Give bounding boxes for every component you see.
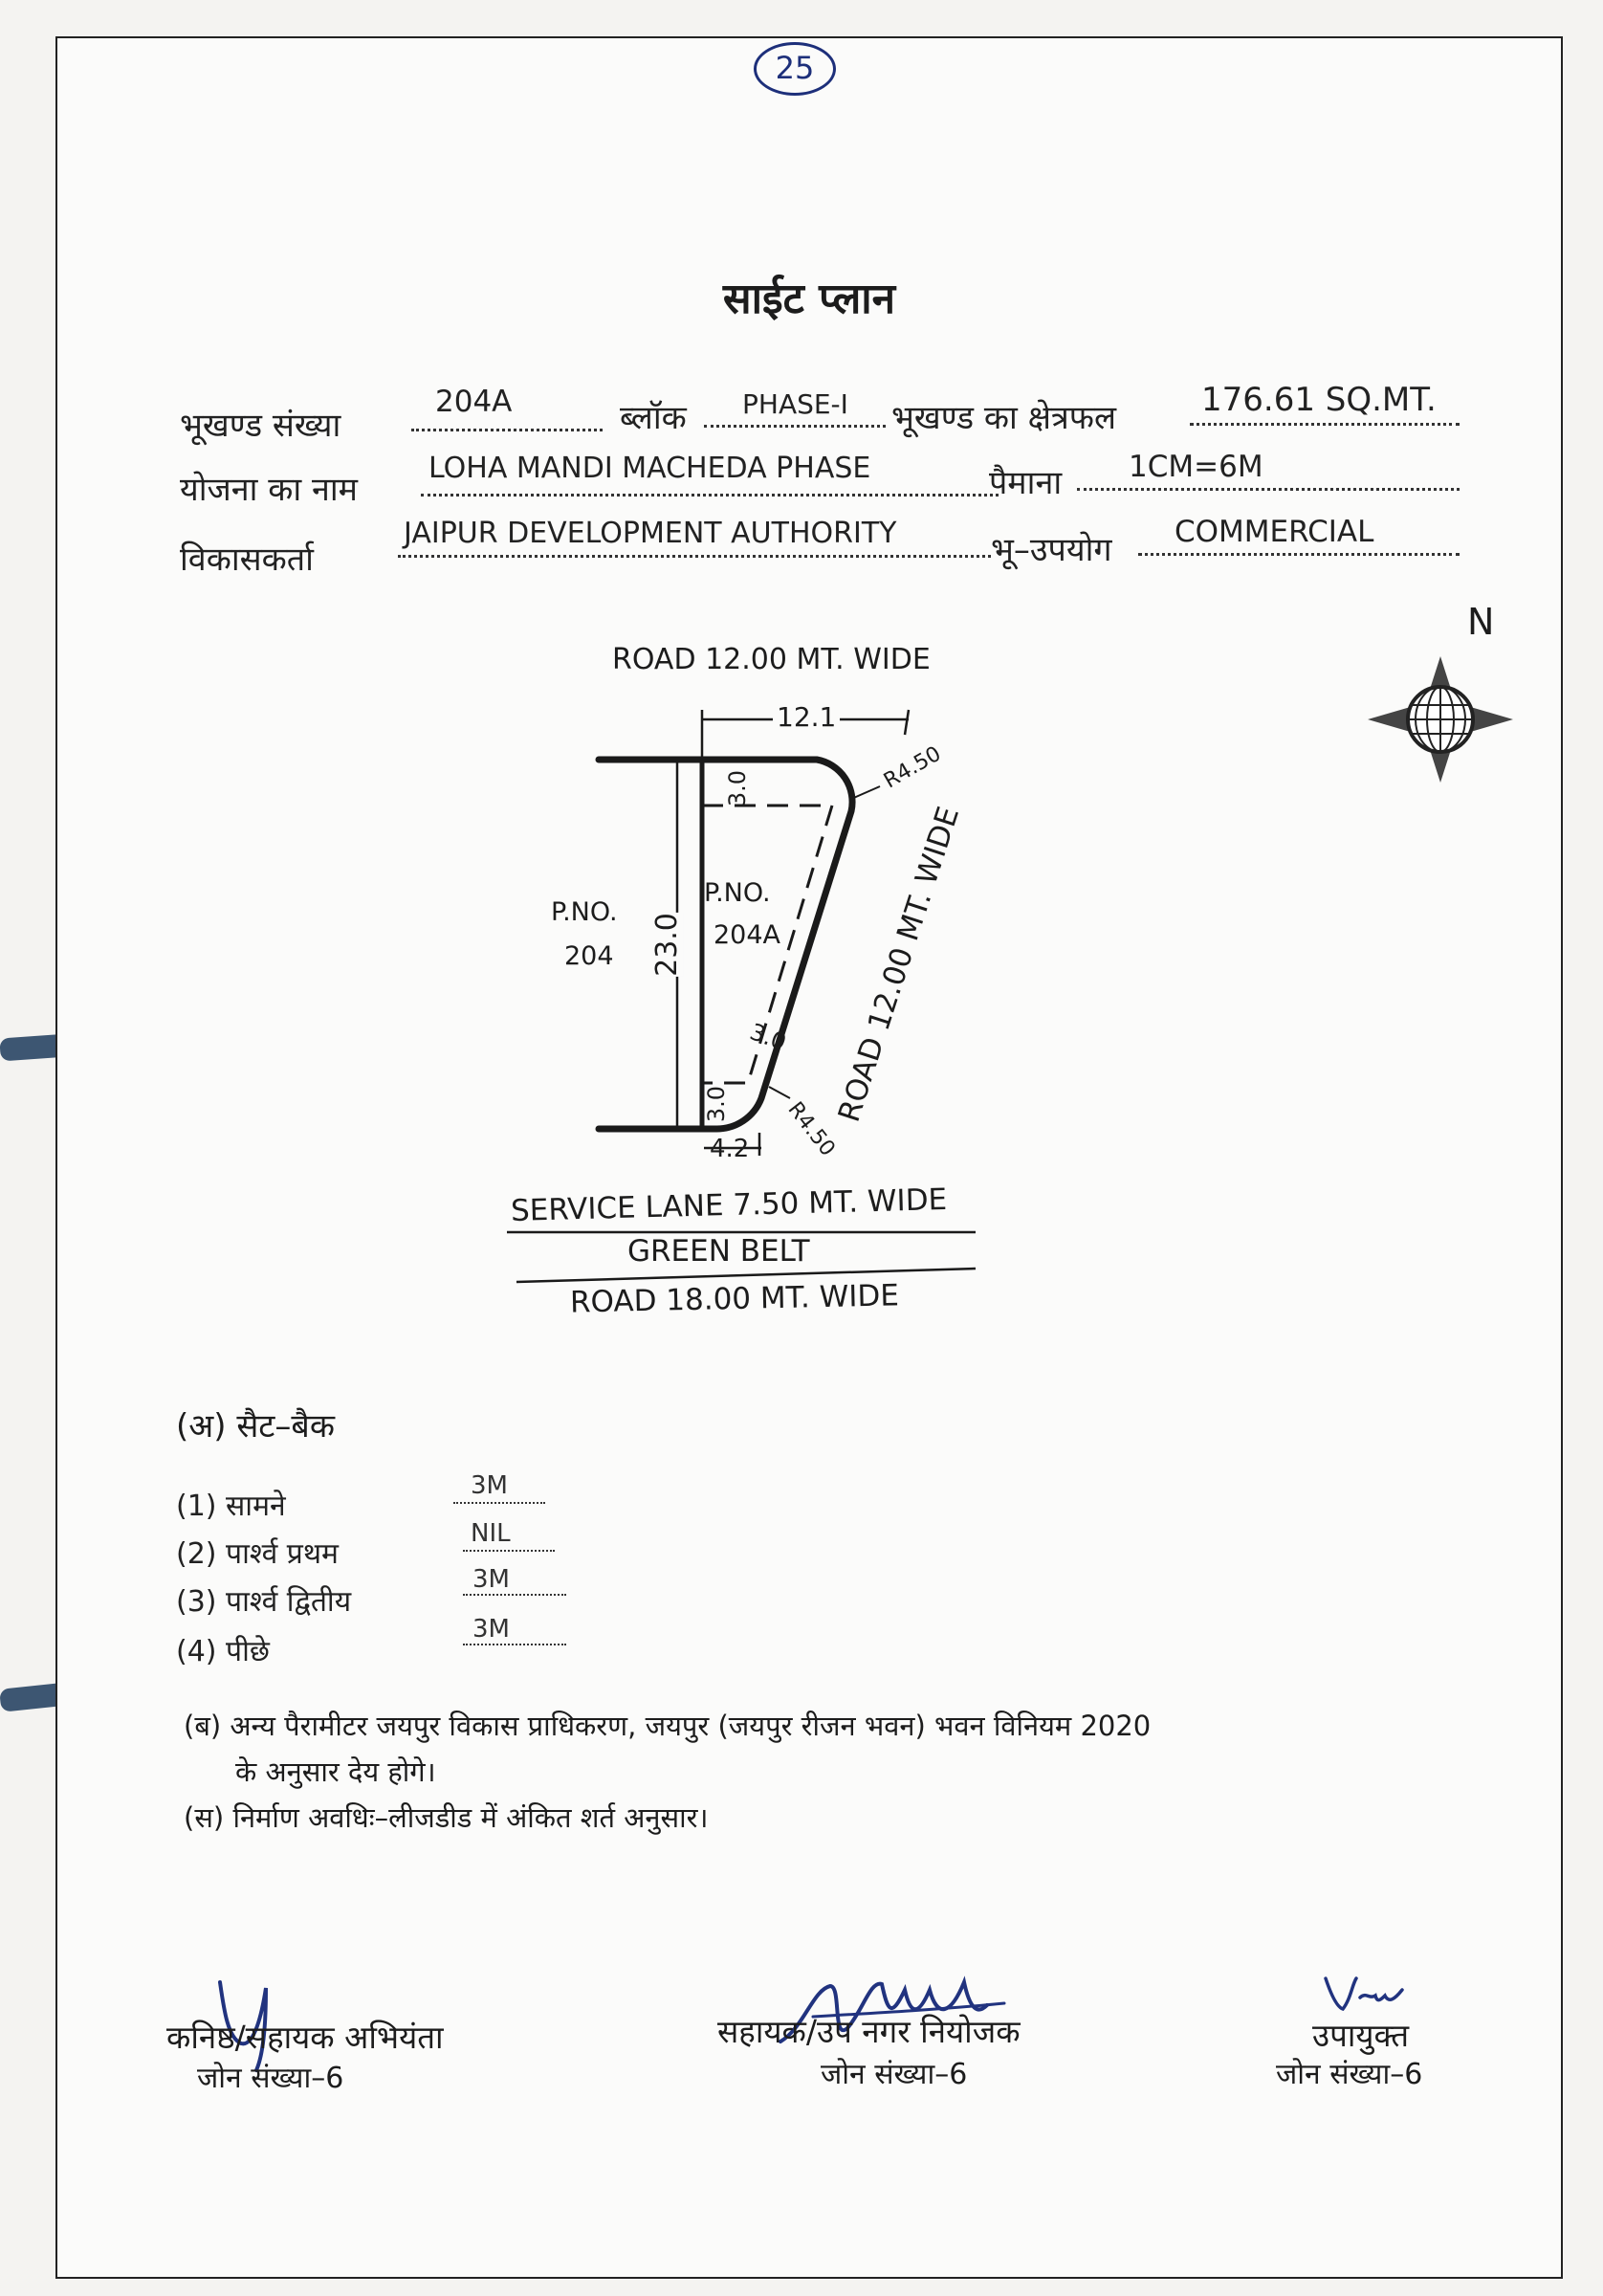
page-number: 25 [754,42,836,96]
area-value: 176.61 SQ.MT. [1201,381,1437,419]
setback-side1-label: (2) पार्श्व प्रथम [176,1537,339,1571]
middle-signatory-title: सहायक/उप नगर नियोजक [717,2013,1021,2050]
right-signature [1322,1971,1408,2017]
setback-front-value: 3M [471,1471,508,1500]
road-right-label: ROAD 12.00 MT. WIDE [831,802,967,1127]
right-signatory-title: उपायुक्त [1312,2017,1410,2054]
road-top-label: ROAD 12.00 MT. WIDE [612,643,931,676]
setback-diag-dim: 3.0 [746,1018,790,1056]
scheme-value: LOHA MANDI MACHEDA PHASE [428,452,871,485]
service-lane-label: SERVICE LANE 7.50 MT. WIDE [510,1182,948,1228]
radius-bottom: R4.50 [782,1097,840,1161]
adjacent-plot-line2: 204 [564,941,614,971]
left-signatory-zone: जोन संख्या–6 [197,2062,344,2095]
block-value: PHASE-I [742,388,848,420]
note-b-line1: (ब) अन्य पैरामीटर जयपुर विकास प्राधिकरण, जयपुर (जयपुर रीजन भवन) भवन विनियम 2020 [184,1710,1152,1742]
north-compass-icon [1364,652,1517,786]
note-b-line2: के अनुसार देय होगे। [235,1755,436,1788]
scheme-label: योजना का नाम [180,471,358,509]
setback-heading: (अ) सैट–बैक [176,1407,335,1446]
landuse-value: COMMERCIAL [1175,515,1374,549]
setback-side2-value: 3M [472,1565,510,1594]
setback-side2-label: (3) पार्श्व द्वितीय [176,1585,352,1619]
dim-left: 23.0 [649,913,684,977]
setback-top-dim: 3.0 [724,769,752,807]
document-sheet [55,36,1563,2279]
note-c-line: (स) निर्माण अवधिः–लीजडीड में अंकित शर्त अनुसार। [184,1801,709,1834]
dim-bottom: 4.2 [710,1135,750,1163]
middle-signatory-zone: जोन संख्या–6 [821,2058,968,2091]
block-label: ब्लॉक [620,399,687,437]
scale-value: 1CM=6M [1129,450,1263,484]
developer-label: विकासकर्ता [180,541,314,579]
landuse-label: भू–उपयोग [991,531,1112,569]
area-label: भूखण्ड का क्षेत्रफल [891,399,1116,437]
setback-bottom-dim: 3.0 [703,1085,731,1123]
plot-label-line2: 204A [714,920,781,950]
plot-no-value: 204A [435,385,513,419]
setback-rear-label: (4) पीछे [176,1635,270,1668]
setback-front-label: (1) सामने [176,1490,286,1523]
green-belt-label: GREEN BELT [627,1234,810,1269]
north-label: N [1467,601,1495,643]
page-title: साईट प्लान [722,275,896,323]
developer-value: JAIPUR DEVELOPMENT AUTHORITY [404,517,897,550]
radius-top: R4.50 [880,741,946,794]
adjacent-plot-line1: P.NO. [551,897,618,927]
setback-side1-value: NIL [471,1519,511,1548]
dim-top: 12.1 [773,701,840,733]
setback-rear-value: 3M [472,1615,510,1644]
scale-label: पैमाना [989,464,1063,502]
road-bottom-label: ROAD 18.00 MT. WIDE [569,1278,900,1320]
plot-no-label: भूखण्ड संख्या [180,407,341,445]
plot-label-line1: P.NO. [704,878,771,908]
left-signatory-title: कनिष्ठ/सहायक अभियंता [166,2019,444,2056]
right-signatory-zone: जोन संख्या–6 [1276,2058,1423,2091]
